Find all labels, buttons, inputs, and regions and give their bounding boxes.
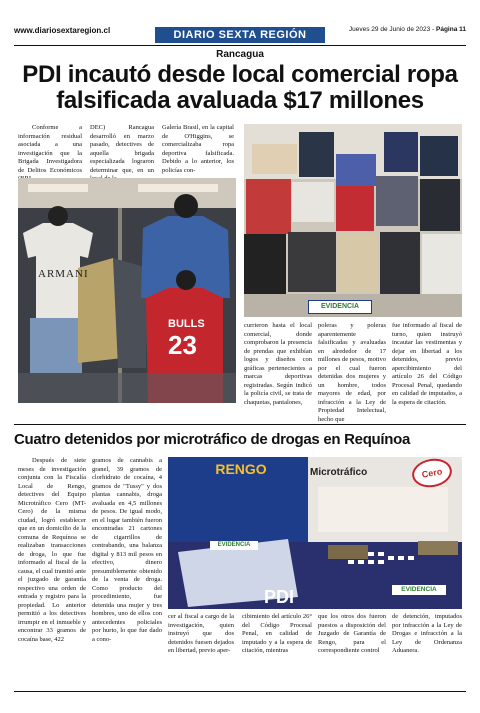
evidence-badge-left: EVIDENCIA: [210, 541, 258, 550]
story2-headline: Cuatro detenidos por microtráfico de drogas en Requínoa: [14, 431, 411, 448]
site-url: www.diariosextaregion.cl: [14, 26, 111, 35]
page-number: Página 11: [436, 26, 466, 33]
story1-kicker: Rancagua: [216, 49, 264, 60]
story2-col2: gramos de cannabis a granel, 39 gramos de clorhidrato de cocaína, 4 gramos de "Tussy" y dos plantas cannabis, droga avaluada en 4,5 millones de pesos. De igual modo, en el lugar también fueron encontradas 21 cartones de cigarrillos de contrabando, una balanza digital y 813 mil pesos en efectivo, dinero presumiblemente obtenido de la venta de droga. Como producto del procedimiento, fue detenida una mujer y tres hombres, uno de ellos con antecedentes policiales por hurto, lo que fue dado a cono-: [92, 457, 162, 643]
masthead: DIARIO SEXTA REGIÓN: [155, 27, 325, 43]
story1-col2: DEC) Rancagua desarrolló en marzo pasado, detectives de aquella brigada especializada lograron determinar que, en un: [90, 124, 154, 174]
armani-shirt-label: ARMANI: [38, 268, 89, 280]
date: Jueves 29 de Junio de 2023 -: [348, 26, 435, 33]
story1-col6: fue informado al fiscal de turno, quien instruyó incautar las vestimentas y dejar en libertad a los detenidos, previo apercibimiento del artículo 26 del Código Procesal Penal, quedando en calidad de imputados, a la espera de citación.: [392, 322, 462, 406]
header-rule: [14, 45, 466, 46]
story1-headline: PDI incautó desde local comercial ropa falsificada avaluada $17 millones: [22, 61, 458, 114]
store-photo: [18, 178, 236, 403]
cero-seal: Cero: [410, 457, 454, 490]
footer-rule: [14, 691, 466, 692]
evidence-badge-right: EVIDENCIA: [392, 585, 446, 595]
story1-col1: Conforme a información residual asociada a una investigación que la Brigada Investigadora de Delitos Económicos: [18, 124, 82, 174]
jersey-number: 23: [168, 330, 197, 360]
story1-col4: currieron hasta el local comercial, donde comprobaron la presencia de prendas que exhibían logos y diseños con gráficas pertenecientes a marcas deportivas registradas. Según indicó la policía civil, se trata de chaquetas, pantalones,: [244, 322, 312, 406]
story2-col3: cer al fiscal a cargo de la investigación, quien instruyó que dos detenidos fuesen dejados en libertad, previo aper-: [168, 613, 234, 654]
seized-clothing-photo: [244, 124, 462, 317]
story1-col5: poleras y poleras aparentemente falsificadas y avaluadas en alrededor de 17 millones de pesos, motivo por el cual fueron detenidas dos mujeres y un hombre, todos mayores de edad, por infracción a la Ley de Propiedad Intelectual, hecho que: [318, 322, 386, 423]
microtrafico-banner: Microtráfico: [310, 467, 368, 478]
section-rule: [14, 424, 466, 425]
bulls-jersey-label: BULLS: [168, 318, 205, 330]
rengo-banner: RENGO: [196, 461, 286, 477]
story2-col5: que los otros dos fueron puestos a disposición del Juzgado de Garantía de Rengo, para el correspondiente control: [318, 613, 386, 654]
evidence-badge: EVIDENCIA: [308, 300, 372, 314]
pdi-logo-text: PDI: [264, 587, 295, 607]
story2-col4: cibimiento del artículo 26° del Código Procesal Penal, en calidad de imputado y a la espera de citación, mientras: [242, 613, 312, 654]
story2-col1: Después de siete meses de investigación conjunta con la Fiscalía Local de Rengo, detectives del Equipo Microtráfico Cero (MT-Cero) de la misma ciudad, logró establecer que en un domicilio de la comuna de Requínoa se realizaban transacciones de droga, lo que fue informado al fiscal de la causa, el cual tramitó ante el juzgado de garantía respectivo una orden de entrada y registro para la propiedad. Lo anterior permitió a los detectives irrumpir en el inmueble y encontrar 33 gramos de cocaína base, 422: [18, 457, 86, 643]
story2-col6: de detención, imputados por infracción a la Ley de Drogas e infracción a la Ley de Ordenanza Aduanera.: [392, 613, 462, 654]
date-line: [349, 26, 466, 33]
drug-seizure-photo: [168, 457, 462, 609]
story1-col3: Galería Brasil, en la capital de O'Higgins, se comercializaba ropa deportiva falsificada. Debido a lo anterior, los policías con-: [162, 124, 234, 174]
